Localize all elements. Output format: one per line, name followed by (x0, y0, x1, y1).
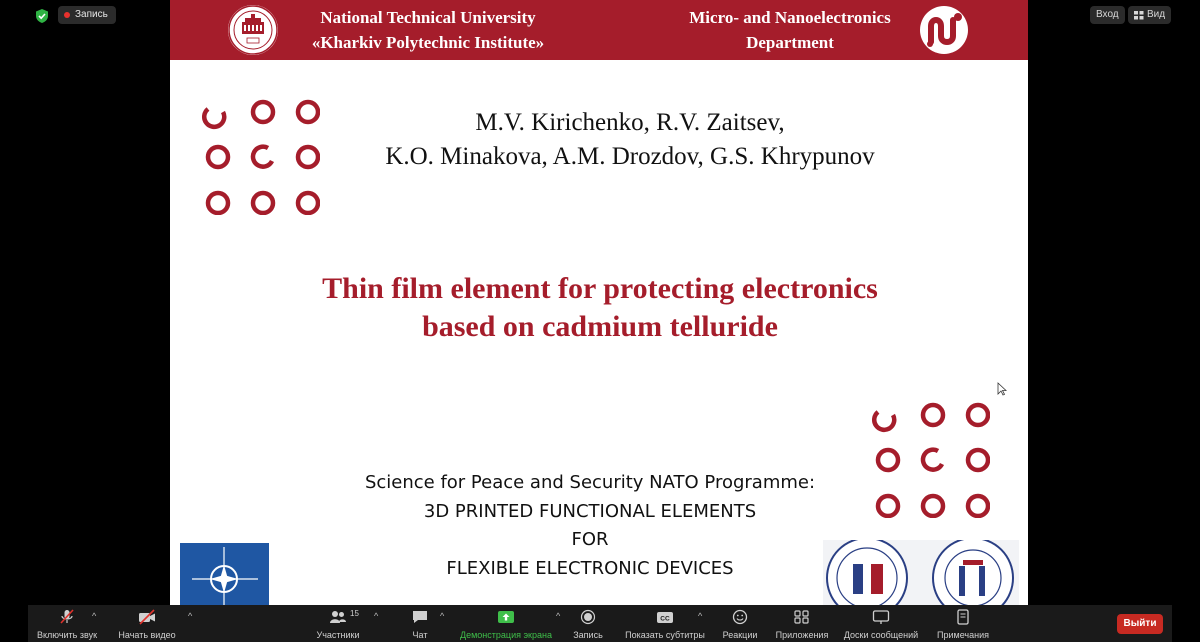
participants-icon (329, 609, 347, 625)
authors-block (350, 106, 910, 174)
department-name-line2: Department (746, 33, 834, 52)
reactions-icon (731, 609, 749, 625)
enter-button-label: Вход (1096, 9, 1119, 20)
notes-label: Примечания (937, 630, 989, 640)
participants-label: Участники (316, 630, 360, 640)
participants-count: 15 (350, 609, 359, 618)
whiteboards-label: Доски сообщений (843, 630, 919, 640)
slide-header-banner (170, 0, 1028, 60)
start-video-label: Начать видео (118, 630, 176, 640)
leave-meeting-button[interactable]: Выйти (1117, 614, 1163, 634)
authors-line2: K.O. Minakova, A.M. Drozdov, G.S. Khrypunov (385, 143, 875, 170)
university-name-line2: «Kharkiv Polytechnic Institute» (311, 33, 545, 52)
programme-line2: 3D PRINTED FUNCTIONAL ELEMENTS (423, 500, 757, 522)
presentation-title (250, 270, 950, 346)
record-label: Запись (573, 630, 603, 640)
programme-line3: FOR (571, 529, 609, 550)
department-logo-icon (918, 4, 970, 56)
title-line2: based on cadmium telluride (422, 310, 778, 343)
programme-block (300, 469, 880, 583)
svg-text:CC: CC (660, 615, 670, 623)
show-captions-button[interactable] (622, 605, 708, 642)
video-off-icon (138, 609, 156, 625)
programme-line4: FLEXIBLE ELECTRONIC DEVICES (446, 557, 734, 579)
chat-button[interactable] (402, 605, 438, 642)
recording-indicator[interactable] (58, 6, 116, 24)
captions-options-chevron-icon[interactable]: ^ (698, 611, 703, 621)
show-captions-label: Показать субтитры (625, 630, 705, 640)
partner-university-logos (823, 540, 1019, 605)
reactions-label: Реакции (722, 630, 758, 640)
department-name-line1: Micro- and Nanoelectronics (689, 8, 891, 27)
microphone-muted-icon (58, 609, 76, 625)
nato-logo-icon (180, 543, 269, 605)
chat-icon (411, 609, 429, 625)
share-screen-label: Демонстрация экрана (460, 630, 552, 640)
university-logo-icon (228, 5, 278, 55)
shared-screen-slide (170, 0, 1028, 605)
mouse-cursor-icon (997, 382, 1007, 396)
video-options-chevron-icon[interactable]: ^ (188, 611, 193, 621)
apps-button[interactable] (774, 605, 830, 642)
apps-icon (793, 609, 811, 625)
title-line1: Thin film element for protecting electronics (322, 272, 878, 305)
view-button[interactable] (1128, 6, 1171, 24)
chat-options-chevron-icon[interactable]: ^ (440, 611, 445, 621)
audio-options-chevron-icon[interactable]: ^ (92, 611, 97, 621)
recording-label: Запись (75, 9, 108, 20)
whiteboards-button[interactable] (840, 605, 922, 642)
programme-line1: Science for Peace and Security NATO Programme: (364, 472, 816, 493)
share-options-chevron-icon[interactable]: ^ (556, 611, 561, 621)
apps-label: Приложения (775, 630, 829, 640)
whiteboard-icon (872, 609, 890, 625)
reactions-button[interactable] (718, 605, 762, 642)
unmute-label: Включить звук (36, 630, 98, 640)
notes-icon (954, 609, 972, 625)
chat-label: Чат (412, 630, 428, 640)
view-button-label: Вид (1147, 9, 1166, 20)
record-dot-icon (64, 12, 70, 18)
record-icon (579, 609, 597, 625)
captions-icon (656, 609, 674, 625)
enter-button[interactable] (1090, 6, 1125, 24)
meeting-toolbar (28, 605, 1172, 642)
share-screen-button[interactable] (456, 605, 556, 642)
start-video-button[interactable] (114, 605, 180, 642)
share-screen-icon (497, 609, 515, 625)
notes-button[interactable] (932, 605, 994, 642)
grid-view-icon (1134, 11, 1144, 20)
participants-options-chevron-icon[interactable]: ^ (374, 611, 379, 621)
record-button[interactable] (568, 605, 608, 642)
decorative-circles-bottom-right (870, 398, 990, 518)
university-name-line1: National Technical University (320, 8, 536, 27)
security-shield-icon[interactable] (34, 8, 50, 24)
authors-line1: M.V. Kirichenko, R.V. Zaitsev, (475, 109, 785, 136)
decorative-circles-top-left (200, 95, 320, 215)
